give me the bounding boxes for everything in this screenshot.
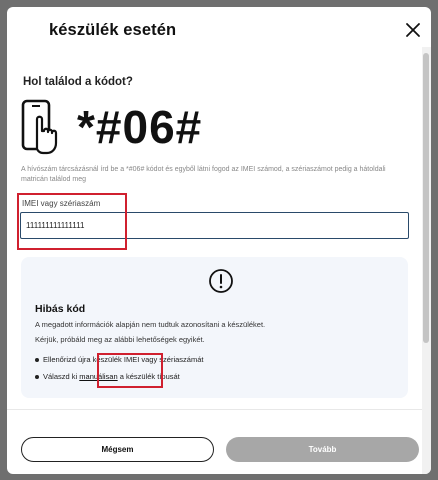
scrollbar[interactable] [422,47,431,474]
manual-select-link[interactable]: manuálisan [79,372,118,381]
list-item [35,355,203,364]
bullet-text-suffix: a készülék típusát [119,372,180,381]
phone-tap-icon [21,99,61,155]
error-panel [21,257,408,398]
hint-title: Hol találod a kódot? [23,76,133,88]
error-message: A megadott információk alapján nem tudtuk azonosítani a készüléket. [35,320,266,329]
exclamation-circle-icon [208,268,234,294]
imei-code: *#06# [77,101,203,153]
error-title: Hibás kód [35,303,86,315]
dialog-title: készülék esetén [49,21,177,39]
bullet-text: Ellenőrizd újra készülék IMEI vagy szériaszámát [43,355,204,364]
imei-dialog [7,7,431,474]
cancel-button[interactable]: Mégsem [21,437,214,462]
error-instruction: Kérjük, próbáld meg az alábbi lehetőségek egyikét. [35,335,205,344]
imei-field-label: IMEI vagy szériaszám [22,199,101,208]
scrollbar-thumb[interactable] [423,53,429,343]
close-button[interactable] [402,19,424,41]
list-item [35,372,180,381]
next-button[interactable]: Tovább [226,437,419,462]
bullet-text-prefix: Válaszd ki [43,372,78,381]
close-icon [402,19,424,41]
imei-input[interactable] [20,212,409,239]
hint-description: A hívószám tárcsázásnál írd be a *#06# kódot és egyből látni fogod az IMEI számod, a szériaszámot pedig a hátoldali matricán találod meg [21,166,386,183]
footer-divider [7,409,422,410]
